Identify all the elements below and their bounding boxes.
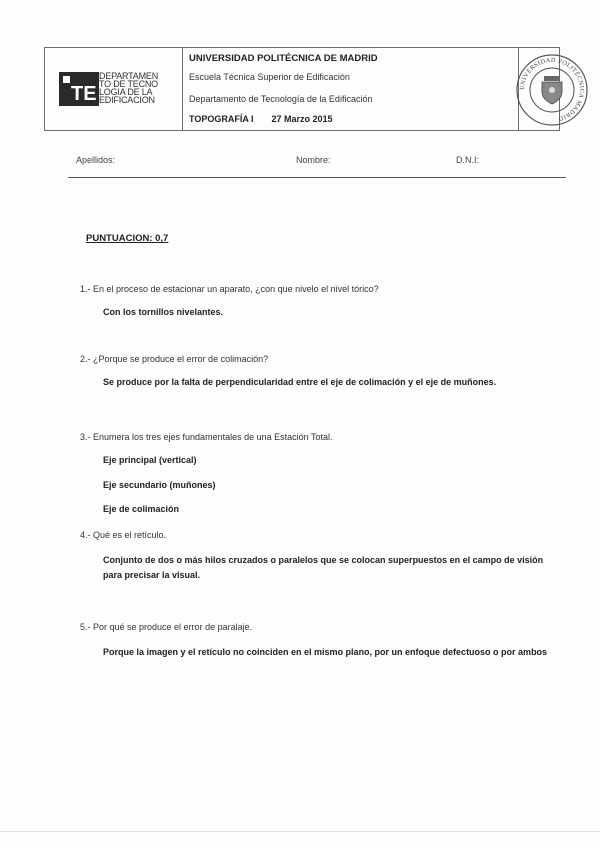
subject-name: TOPOGRAFÍA I [189, 114, 254, 124]
answer-2: Se produce por la falta de perpendicularidad entre el eje de colimación y el eje de muñones. [103, 377, 497, 387]
answer-5: Porque la imagen y el retículo no coinciden en el mismo plano, por un enfoque defectuoso o por ambos [103, 647, 548, 657]
svg-text:UNIVERSIDAD POLITÉCNICA MADRID: UNIVERSIDAD POLITÉCNICA MADRID [518, 56, 586, 123]
dni-label: D.N.I: [456, 155, 480, 165]
logo-line: TO DE TECNO [99, 79, 158, 89]
subject-line [189, 114, 333, 124]
school-name: Escuela Técnica Superior de Edificación [189, 72, 350, 82]
fields-divider [68, 177, 566, 178]
nombre-label: Nombre: [296, 155, 331, 165]
answer-3-item: Eje principal (vertical) [103, 455, 197, 465]
question-3: 3.- Enumera los tres ejes fundamentales de una Estación Total. [80, 432, 333, 442]
answer-3-item: Eje secundario (muñones) [103, 480, 216, 490]
question-5: 5.- Por qué se produce el error de paralaje. [80, 622, 253, 632]
answer-3-item: Eje de colimación [103, 504, 180, 514]
department-logo-icon [59, 70, 99, 106]
score-heading: PUNTUACION: 0,7 [86, 233, 169, 244]
logo-line: LOGIA DE LA [99, 87, 153, 97]
department-logo-text [99, 72, 179, 104]
scan-edge-line [0, 831, 600, 832]
logo-line: EDIFICACION [99, 95, 155, 105]
logo-letters: TE [71, 83, 97, 105]
answer-1: Con los tornillos nivelantes. [103, 307, 224, 317]
university-seal-icon [514, 52, 590, 128]
logo-line: DEPARTAMEN [99, 71, 159, 81]
question-1: 1.- En el proceso de estacionar un aparato, ¿con que nivelo el nivel tórico? [80, 284, 379, 294]
question-2: 2.- ¿Porque se produce el error de colimación? [80, 354, 269, 364]
department-logo-cell [45, 48, 183, 130]
institution-info [182, 48, 519, 130]
exam-header [44, 47, 586, 131]
university-seal-cell [518, 48, 586, 130]
answer-4: Conjunto de dos o más hilos cruzados o paralelos que se colocan superpuestos en el campo de visión para precisar la visual. [103, 555, 544, 580]
apellidos-label: Apellidos: [76, 155, 116, 165]
exam-date: 27 Marzo 2015 [271, 114, 333, 124]
question-4: 4.- Qué es el retículo. [80, 530, 167, 540]
university-name: UNIVERSIDAD POLITÉCNICA DE MADRID [189, 53, 378, 64]
department-name: Departamento de Tecnología de la Edificación [189, 94, 373, 104]
